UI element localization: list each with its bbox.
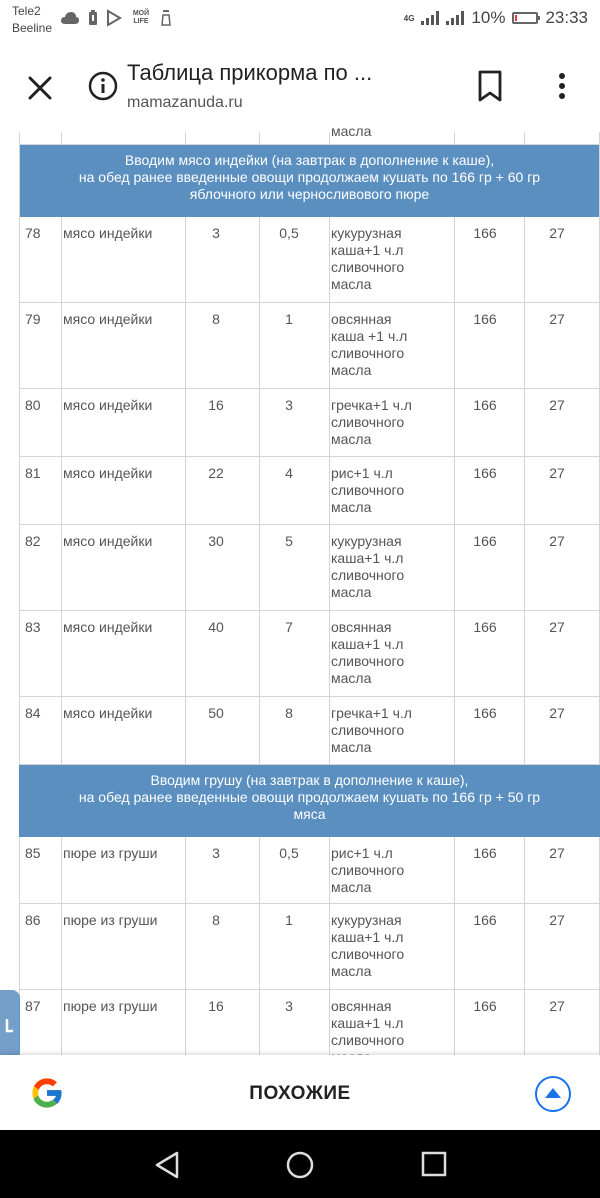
similar-label: ПОХОЖИЕ bbox=[249, 1083, 351, 1104]
table-row bbox=[19, 697, 600, 765]
row-amount: 3 bbox=[285, 998, 293, 1014]
row-day-count: 27 bbox=[549, 912, 565, 928]
grid-line bbox=[185, 132, 186, 145]
row-breakfast: гречка+1 ч.л сливочного масла bbox=[331, 705, 412, 755]
system-navigation-bar bbox=[0, 1130, 600, 1198]
row-day-count: 27 bbox=[549, 225, 565, 241]
grid-line bbox=[524, 837, 525, 1077]
row-number: 87 bbox=[25, 998, 41, 1014]
cloud-icon bbox=[60, 11, 80, 25]
row-product: мясо индейки bbox=[63, 397, 153, 413]
more-vertical-icon bbox=[548, 68, 576, 104]
recent-apps-icon[interactable] bbox=[421, 1151, 447, 1177]
share-icon bbox=[3, 1015, 17, 1035]
row-number: 86 bbox=[25, 912, 41, 928]
section-line: мяса bbox=[293, 806, 326, 822]
row-grams: 22 bbox=[208, 465, 224, 481]
page-info-button[interactable] bbox=[88, 71, 118, 101]
row-number: 85 bbox=[25, 845, 41, 861]
grid-line bbox=[19, 132, 20, 765]
page-title: Таблица прикорма по ... bbox=[127, 60, 373, 85]
floating-side-tab[interactable] bbox=[0, 990, 20, 1060]
row-product: мясо индейки bbox=[63, 705, 153, 721]
section-header bbox=[19, 145, 600, 217]
carrier-names bbox=[12, 3, 52, 37]
row-grams: 16 bbox=[208, 998, 224, 1014]
row-breakfast: гречка+1 ч.л сливочного масла bbox=[331, 397, 412, 447]
mts-app-icon: МОЙ LIFE bbox=[132, 10, 150, 25]
row-lunch-weight: 166 bbox=[473, 705, 497, 721]
table-row bbox=[19, 611, 600, 697]
row-number: 82 bbox=[25, 533, 41, 549]
section-line: на обед ранее введенные овощи продолжаем кушать по 166 гр + 50 гр bbox=[78, 789, 541, 805]
row-number: 78 bbox=[25, 225, 41, 241]
row-breakfast: рис+1 ч.л сливочного масла bbox=[331, 845, 405, 895]
row-lunch-weight: 166 bbox=[473, 998, 497, 1014]
signal-icon-1 bbox=[421, 11, 439, 25]
row-grams: 3 bbox=[212, 225, 220, 241]
grid-line bbox=[61, 837, 62, 1077]
row-lunch-weight: 166 bbox=[473, 619, 497, 635]
row-breakfast: овсянная каша+1 ч.л сливочного bbox=[331, 998, 405, 1048]
grid-line bbox=[524, 217, 525, 765]
table-row bbox=[19, 525, 600, 611]
row-product: пюре из груши bbox=[63, 912, 158, 928]
page-domain: mamazanuda.ru bbox=[127, 94, 243, 111]
partial-row bbox=[19, 123, 600, 145]
web-content[interactable] bbox=[0, 123, 600, 1055]
row-breakfast: кукурузная каша+1 ч.л сливочного масла bbox=[331, 912, 405, 979]
battery-level-fill bbox=[515, 15, 517, 21]
grid-line bbox=[329, 132, 330, 145]
row-day-count: 27 bbox=[549, 619, 565, 635]
partial-cell-text: масла bbox=[331, 123, 372, 139]
row-number: 83 bbox=[25, 619, 41, 635]
row-lunch-weight: 166 bbox=[473, 533, 497, 549]
row-grams: 8 bbox=[212, 912, 220, 928]
status-bar bbox=[0, 0, 600, 40]
row-lunch-weight: 166 bbox=[473, 465, 497, 481]
network-type: 4G bbox=[403, 13, 415, 23]
grid-line bbox=[259, 217, 260, 765]
row-lunch-weight: 166 bbox=[473, 845, 497, 861]
section-line: на обед ранее введенные овощи продолжаем кушать по 166 гр + 60 гр bbox=[78, 169, 541, 185]
row-day-count: 27 bbox=[549, 465, 565, 481]
row-breakfast: овсянная каша+1 ч.л сливочного масла bbox=[331, 619, 405, 686]
section-line: яблочного или черносливового пюре bbox=[189, 186, 430, 202]
grid-line bbox=[454, 837, 455, 1077]
row-day-count: 27 bbox=[549, 845, 565, 861]
section-line: Вводим мясо индейки (на завтрак в дополнение к каше), bbox=[124, 152, 495, 168]
row-product: мясо индейки bbox=[63, 465, 153, 481]
row-amount: 0,5 bbox=[279, 225, 299, 241]
row-product: мясо индейки bbox=[63, 619, 153, 635]
row-lunch-weight: 166 bbox=[473, 912, 497, 928]
row-number: 80 bbox=[25, 397, 41, 413]
grid-line bbox=[259, 837, 260, 1077]
carrier-1: Tele2 bbox=[12, 4, 41, 18]
table-row bbox=[19, 457, 600, 525]
row-breakfast: рис+1 ч.л сливочного масла bbox=[331, 465, 405, 515]
row-breakfast: кукурузная каша+1 ч.л сливочного масла bbox=[331, 225, 405, 292]
stopwatch-icon bbox=[160, 9, 172, 27]
grid-line bbox=[61, 132, 62, 145]
grid-line bbox=[454, 217, 455, 765]
battery-saver-icon bbox=[88, 10, 98, 26]
table-row bbox=[19, 904, 600, 990]
row-grams: 40 bbox=[208, 619, 224, 635]
more-menu-button[interactable] bbox=[548, 68, 576, 104]
triangle-up-icon bbox=[544, 1086, 562, 1100]
row-grams: 16 bbox=[208, 397, 224, 413]
grid-line bbox=[454, 132, 455, 145]
bookmark-icon bbox=[476, 68, 504, 104]
close-button[interactable] bbox=[22, 70, 58, 106]
row-amount: 1 bbox=[285, 311, 293, 327]
row-product: пюре из груши bbox=[63, 845, 158, 861]
table-row bbox=[19, 837, 600, 904]
home-icon[interactable] bbox=[285, 1150, 315, 1180]
row-day-count: 27 bbox=[549, 998, 565, 1014]
row-breakfast: овсянная каша +1 ч.л сливочного масла bbox=[331, 311, 408, 378]
row-number: 81 bbox=[25, 465, 41, 481]
carrier-2: Beeline bbox=[12, 21, 53, 35]
table-row bbox=[19, 303, 600, 389]
row-product: пюре из груши bbox=[63, 998, 158, 1014]
section-line: Вводим грушу (на завтрак в дополнение к каше), bbox=[150, 772, 469, 788]
row-day-count: 27 bbox=[549, 397, 565, 413]
row-amount: 1 bbox=[285, 912, 293, 928]
row-amount: 4 bbox=[285, 465, 293, 481]
row-day-count: 27 bbox=[549, 533, 565, 549]
clock: 23:33 bbox=[545, 8, 588, 27]
row-number: 84 bbox=[25, 705, 41, 721]
battery-icon bbox=[512, 12, 538, 24]
row-grams: 50 bbox=[208, 705, 224, 721]
grid-line bbox=[524, 132, 525, 145]
browser-toolbar bbox=[0, 40, 600, 132]
table-row bbox=[19, 217, 600, 303]
row-grams: 3 bbox=[212, 845, 220, 861]
back-icon[interactable] bbox=[153, 1150, 181, 1180]
info-icon bbox=[88, 71, 118, 101]
section-header bbox=[19, 765, 600, 837]
notification-icons bbox=[60, 9, 172, 27]
row-product: мясо индейки bbox=[63, 311, 153, 327]
row-product: мясо индейки bbox=[63, 533, 153, 549]
grid-line bbox=[185, 837, 186, 1077]
row-lunch-weight: 166 bbox=[473, 225, 497, 241]
signal-icon-2 bbox=[446, 11, 464, 25]
play-store-icon bbox=[106, 10, 122, 26]
row-amount: 3 bbox=[285, 397, 293, 413]
row-breakfast: кукурузная каша+1 ч.л сливочного масла bbox=[331, 533, 405, 600]
row-lunch-weight: 166 bbox=[473, 397, 497, 413]
expand-similar-button[interactable] bbox=[535, 1076, 571, 1112]
grid-line bbox=[259, 132, 260, 145]
row-day-count: 27 bbox=[549, 311, 565, 327]
row-amount: 5 bbox=[285, 533, 293, 549]
row-amount: 0,5 bbox=[279, 845, 299, 861]
battery-percent: 10% bbox=[471, 8, 506, 27]
row-day-count: 27 bbox=[549, 705, 565, 721]
close-icon bbox=[22, 70, 58, 106]
similar-bar[interactable] bbox=[0, 1055, 600, 1130]
bookmark-button[interactable] bbox=[476, 68, 504, 104]
grid-line bbox=[185, 217, 186, 765]
row-product: мясо индейки bbox=[63, 225, 153, 241]
grid-line bbox=[329, 837, 330, 1077]
status-right bbox=[404, 8, 588, 28]
row-number: 79 bbox=[25, 311, 41, 327]
row-grams: 30 bbox=[208, 533, 224, 549]
row-amount: 8 bbox=[285, 705, 293, 721]
grid-line bbox=[61, 217, 62, 765]
row-grams: 8 bbox=[212, 311, 220, 327]
grid-line bbox=[329, 217, 330, 765]
row-amount: 7 bbox=[285, 619, 293, 635]
row-lunch-weight: 166 bbox=[473, 311, 497, 327]
table-row bbox=[19, 389, 600, 457]
